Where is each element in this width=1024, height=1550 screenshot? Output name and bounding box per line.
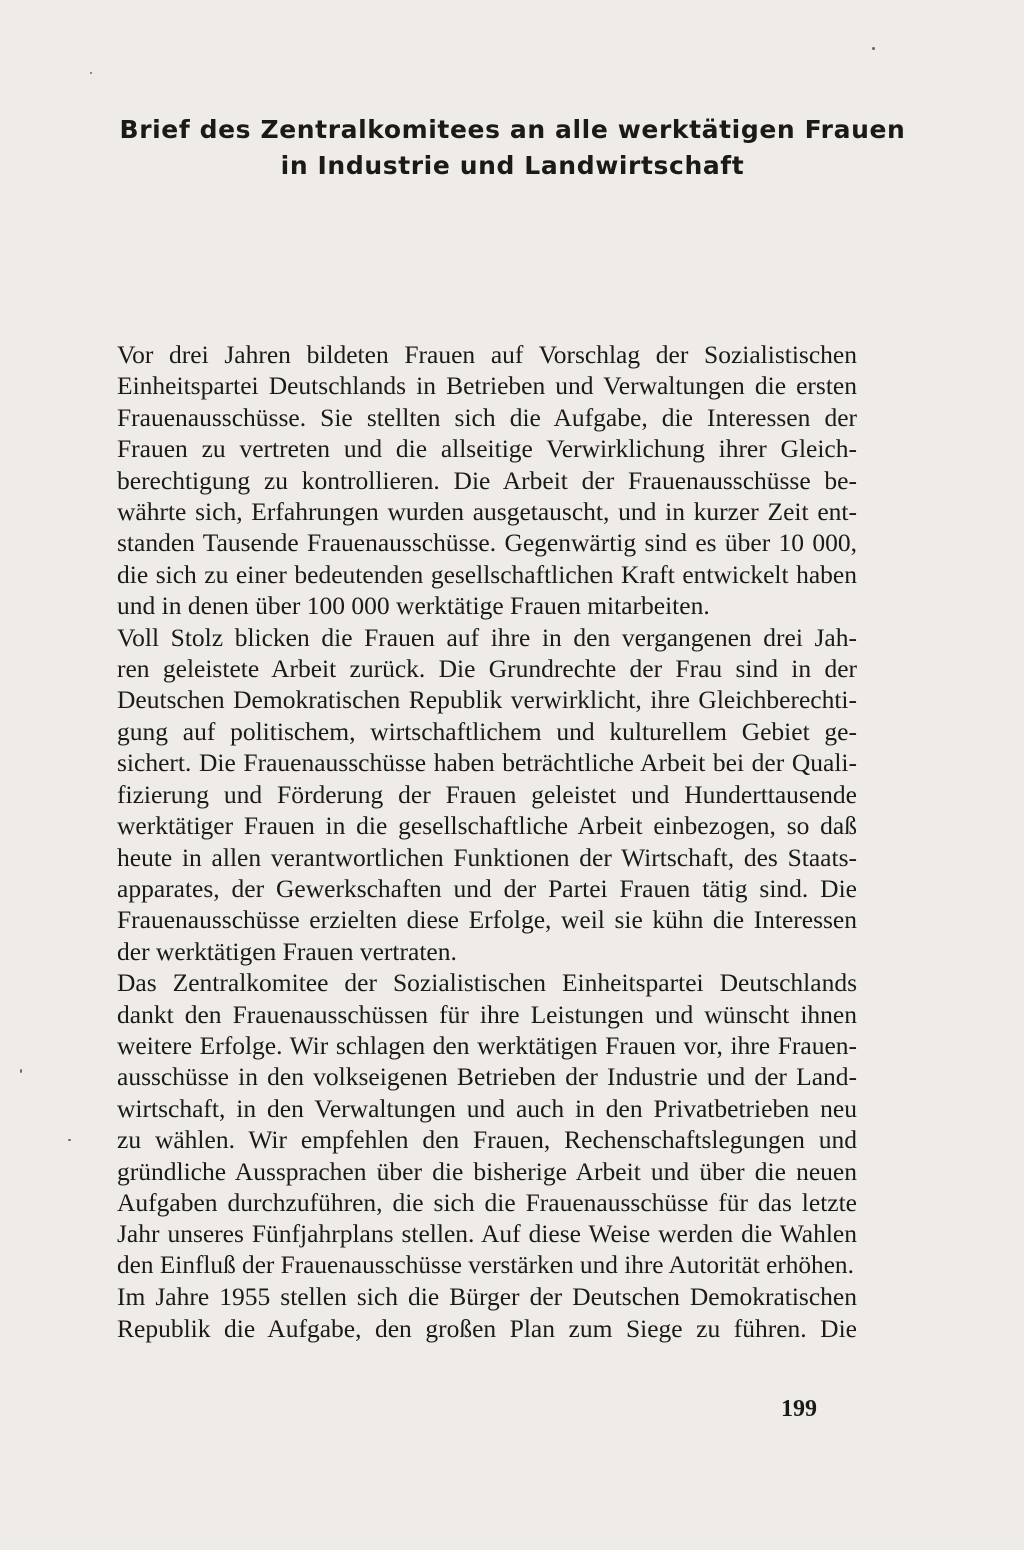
print-speck [68, 1139, 71, 1141]
text-line: gründliche Aussprachen über die bisherige Arbeit und über die neuen [117, 1156, 857, 1186]
text-line: Jahr unseres Fünfjahrplans stellen. Auf diese Weise werden die Wahlen [117, 1219, 857, 1249]
text-line: zu wählen. Wir empfehlen den Frauen, Rechenschaftslegungen und [117, 1125, 857, 1155]
text-line: Das Zentralkomitee der Sozialistischen Einheitspartei Deutschlands [117, 968, 857, 998]
text-line: wirtschaft, in den Verwaltungen und auch in den Privatbetrieben neu [117, 1093, 857, 1123]
text-line: den Einfluß der Frauenausschüsse verstärken und ihre Autorität erhöhen. [117, 1250, 854, 1279]
text-line: Frauenausschüsse. Sie stellten sich die Aufgabe, die Interessen der [117, 402, 857, 432]
text-line: weitere Erfolge. Wir schlagen den werktätigen Frauen vor, ihre Frauen- [117, 1030, 857, 1060]
document-title [90, 112, 935, 184]
text-line: werktätiger Frauen in die gesellschaftliche Arbeit einbezogen, so daß [117, 811, 857, 841]
text-line: berechtigung zu kontrollieren. Die Arbeit der Frauenausschüsse be- [117, 465, 857, 495]
text-line: gung auf politischem, wirtschaftlichem und kulturellem Gebiet ge- [117, 716, 857, 746]
body-text [117, 339, 857, 1344]
title-line-1: Brief des Zentralkomitees an alle werktätigen Frauen [119, 115, 906, 144]
text-line: Einheitspartei Deutschlands in Betrieben und Verwaltungen die ersten [117, 371, 857, 401]
text-line: Deutschen Demokratischen Republik verwirklicht, ihre Gleichberechti- [117, 685, 857, 715]
print-speck [90, 72, 92, 74]
text-line: Vor drei Jahren bildeten Frauen auf Vorschlag der Sozialistischen [117, 340, 857, 369]
text-line: und in denen über 100 000 werktätige Frauen mitarbeiten. [117, 591, 710, 621]
text-line: Aufgaben durchzuführen, die sich die Frauenausschüsse für das letzte [117, 1187, 857, 1217]
text-line: apparates, der Gewerkschaften und der Partei Frauen tätig sind. Die [117, 873, 857, 903]
text-line: heute in allen verantwortlichen Funktionen der Wirtschaft, des Staats- [117, 842, 857, 872]
text-line: die sich zu einer bedeutenden gesellschaftlichen Kraft entwickelt haben [117, 559, 857, 589]
text-line: dankt den Frauenausschüssen für ihre Leistungen und wünscht ihnen [117, 999, 857, 1029]
text-line: Im Jahre 1955 stellen sich die Bürger der Deutschen Demokratischen [117, 1282, 857, 1312]
page-number: 199 [781, 1396, 817, 1422]
text-line: Frauenausschüsse erzielten diese Erfolge, weil sie kühn die Interessen [117, 905, 857, 935]
text-line: ausschüsse in den volkseigenen Betrieben der Industrie und der Land- [117, 1062, 857, 1092]
text-line: Republik die Aufgabe, den großen Plan zum Siege zu führen. Die [117, 1313, 857, 1343]
title-line-2: in Industrie und Landwirtschaft [280, 151, 745, 180]
text-line: standen Tausende Frauenausschüsse. Gegenwärtig sind es über 10 000, [117, 528, 857, 558]
print-speck [872, 47, 875, 50]
print-speck [20, 1069, 22, 1073]
paragraph-2 [117, 622, 857, 967]
text-line: Frauen zu vertreten und die allseitige Verwirklichung ihrer Gleich- [117, 434, 857, 464]
text-line: Voll Stolz blicken die Frauen auf ihre in den vergangenen drei Jah- [117, 622, 857, 652]
text-line: ren geleistete Arbeit zurück. Die Grundrechte der Frau sind in der [117, 654, 857, 684]
text-line: der werktätigen Frauen vertraten. [117, 936, 457, 966]
paragraph-1 [117, 339, 857, 622]
text-line: währte sich, Erfahrungen wurden ausgetauscht, und in kurzer Zeit ent- [117, 497, 857, 527]
text-line: fizierung und Förderung der Frauen geleistet und Hunderttausende [117, 779, 857, 809]
paragraph-4 [117, 1281, 857, 1344]
paragraph-3 [117, 967, 857, 1281]
text-line: sichert. Die Frauenausschüsse haben beträchtliche Arbeit bei der Quali- [117, 748, 857, 778]
